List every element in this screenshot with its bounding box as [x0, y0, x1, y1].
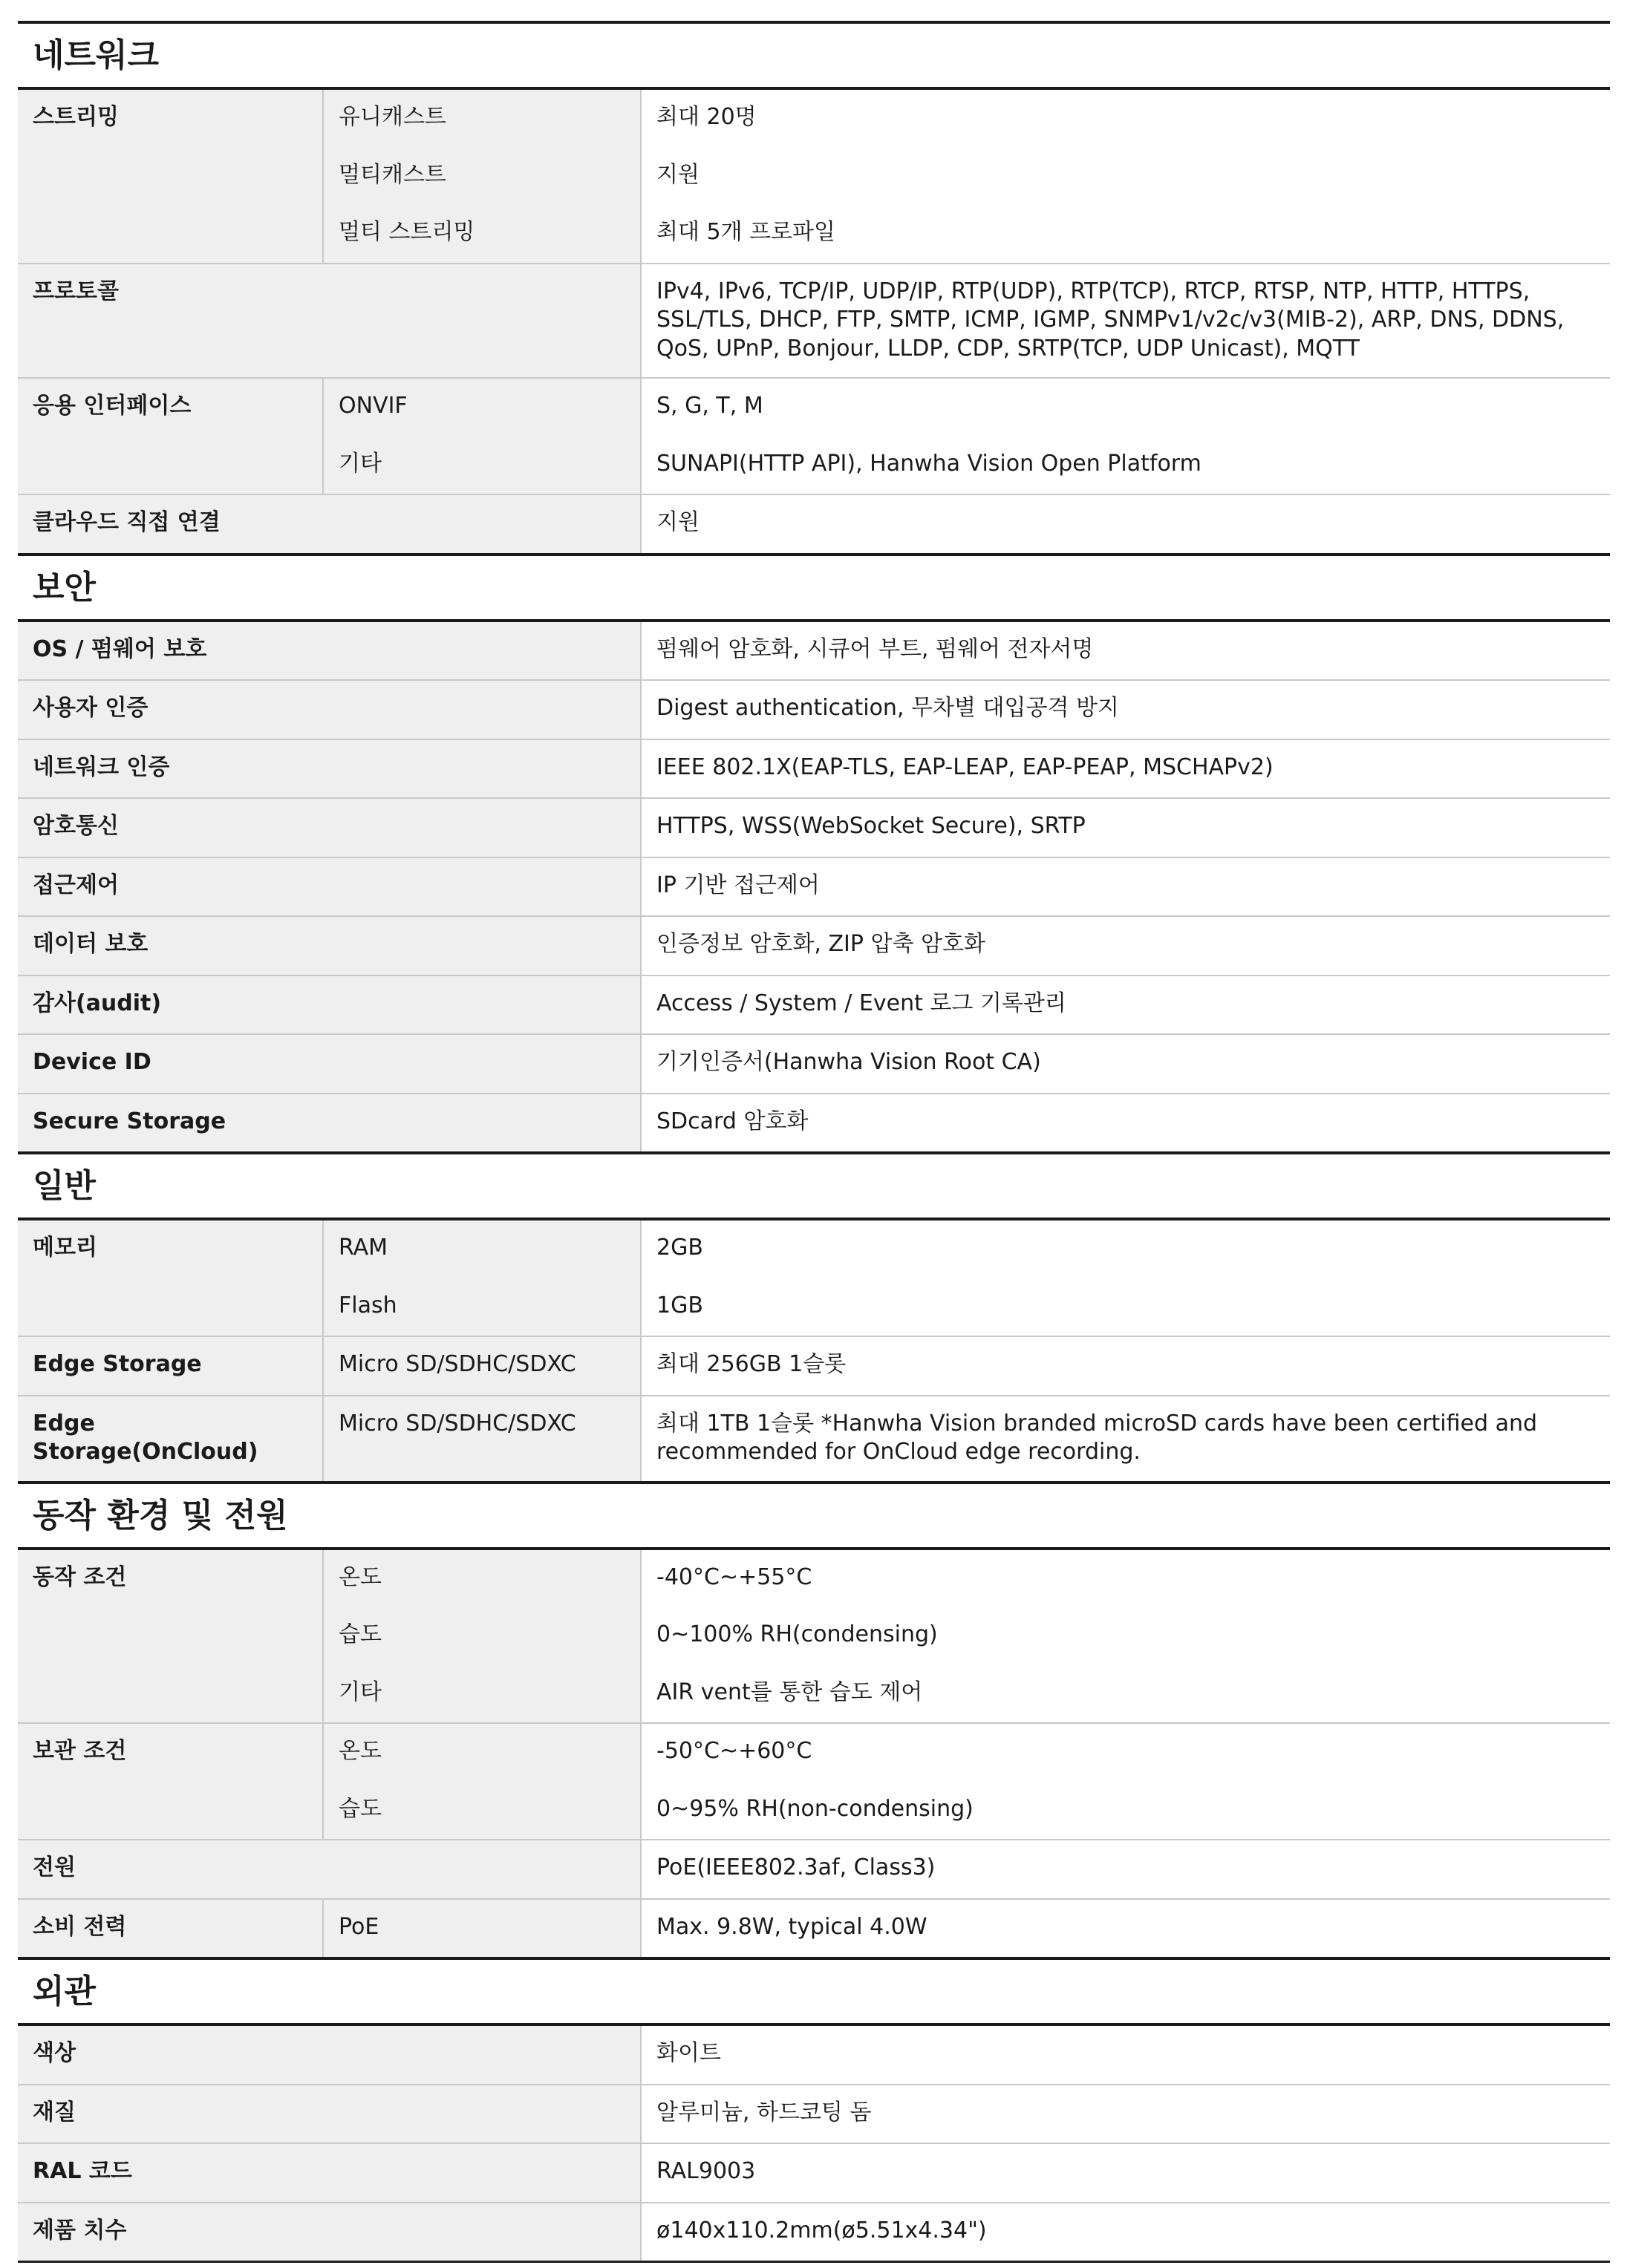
spec-row [18, 437, 1610, 496]
spec-value: 기기인증서(Hanwha Vision Root CA) [642, 1035, 1610, 1093]
spec-label: 감사(audit) [18, 976, 642, 1034]
spec-label [18, 1607, 324, 1665]
spec-label: Edge Storage(OnCloud) [18, 1396, 324, 1481]
spec-value: ø140x110.2mm(ø5.51x4.34") [642, 2203, 1610, 2261]
spec-label [18, 148, 324, 206]
spec-value: 알루미늄, 하드코팅 돔 [642, 2085, 1610, 2143]
spec-sublabel: 기타 [324, 1665, 642, 1723]
spec-value: 최대 5개 프로파일 [642, 205, 1610, 263]
spec-sublabel: Micro SD/SDHC/SDXC [324, 1396, 642, 1481]
spec-value: SDcard 암호화 [642, 1094, 1610, 1152]
spec-row [18, 205, 1610, 264]
spec-row [18, 2203, 1610, 2261]
spec-value: IEEE 802.1X(EAP-TLS, EAP-LEAP, EAP-PEAP, MSCHAPv2) [642, 740, 1610, 798]
spec-label [18, 1782, 324, 1840]
spec-section [18, 1957, 1610, 2261]
spec-label: 네트워크 인증 [18, 740, 642, 798]
spec-label: Device ID [18, 1035, 642, 1093]
spec-label: Secure Storage [18, 1094, 642, 1152]
spec-section [18, 1481, 1610, 1958]
spec-row [18, 1607, 1610, 1665]
spec-row [18, 1337, 1610, 1396]
spec-label: RAL 코드 [18, 2144, 642, 2202]
spec-row [18, 976, 1610, 1036]
spec-label: 재질 [18, 2085, 642, 2143]
spec-value: 0~95% RH(non-condensing) [642, 1782, 1610, 1840]
section-title: 일반 [18, 1154, 1610, 1220]
spec-label [18, 1278, 324, 1336]
spec-value: 지원 [642, 148, 1610, 206]
spec-row [18, 1665, 1610, 1725]
spec-row [18, 1724, 1610, 1782]
spec-value: 2GB [642, 1220, 1610, 1278]
spec-row [18, 1035, 1610, 1094]
spec-sublabel: 온도 [324, 1550, 642, 1608]
spec-value: Digest authentication, 무차별 대입공격 방지 [642, 681, 1610, 739]
spec-value: Max. 9.8W, typical 4.0W [642, 1900, 1610, 1958]
spec-value: -50°C~+60°C [642, 1724, 1610, 1782]
spec-value: 1GB [642, 1278, 1610, 1336]
spec-value: 지원 [642, 495, 1610, 553]
spec-value: PoE(IEEE802.3af, Class3) [642, 1840, 1610, 1898]
spec-row [18, 622, 1610, 682]
spec-value: SUNAPI(HTTP API), Hanwha Vision Open Platform [642, 437, 1610, 494]
spec-label: 데이터 보호 [18, 917, 642, 975]
spec-label: 스트리밍 [18, 90, 324, 148]
spec-row [18, 1840, 1610, 1900]
spec-row [18, 1396, 1610, 1481]
spec-label: 암호통신 [18, 799, 642, 857]
spec-sublabel: 멀티 스트리밍 [324, 205, 642, 263]
spec-row [18, 1278, 1610, 1338]
spec-row [18, 148, 1610, 206]
spec-label: 보관 조건 [18, 1724, 324, 1782]
spec-row [18, 90, 1610, 148]
spec-value: 0~100% RH(condensing) [642, 1607, 1610, 1665]
spec-value: Access / System / Event 로그 기록관리 [642, 976, 1610, 1034]
spec-value: 인증정보 암호화, ZIP 압축 암호화 [642, 917, 1610, 975]
spec-label: 색상 [18, 2026, 642, 2084]
spec-label [18, 205, 324, 263]
section-title: 네트워크 [18, 24, 1610, 90]
spec-value: 화이트 [642, 2026, 1610, 2084]
spec-value: 최대 1TB 1슬롯 *Hanwha Vision branded microSD cards have been certified and recommended for OnCloud edge recording. [642, 1396, 1610, 1481]
spec-row [18, 740, 1610, 800]
spec-value: 최대 256GB 1슬롯 [642, 1337, 1610, 1395]
spec-value: RAL9003 [642, 2144, 1610, 2202]
spec-label: 제품 치수 [18, 2203, 642, 2261]
section-title: 보안 [18, 556, 1610, 622]
spec-row [18, 1550, 1610, 1608]
spec-row [18, 264, 1610, 379]
spec-sublabel: 멀티캐스트 [324, 148, 642, 206]
spec-label: 프로토콜 [18, 264, 642, 378]
table-bottom-rule [18, 2261, 1610, 2263]
spec-sublabel: ONVIF [324, 379, 642, 437]
spec-row [18, 1782, 1610, 1841]
spec-row [18, 799, 1610, 858]
spec-sublabel: 온도 [324, 1724, 642, 1782]
section-title: 외관 [18, 1960, 1610, 2026]
spec-label: 소비 전력 [18, 1900, 324, 1958]
spec-label: 메모리 [18, 1220, 324, 1278]
spec-value: 최대 20명 [642, 90, 1610, 148]
spec-row [18, 379, 1610, 437]
spec-label: 동작 조건 [18, 1550, 324, 1608]
spec-sublabel: RAM [324, 1220, 642, 1278]
spec-label: OS / 펌웨어 보호 [18, 622, 642, 680]
spec-sublabel: 기타 [324, 437, 642, 494]
spec-value: IPv4, IPv6, TCP/IP, UDP/IP, RTP(UDP), RTP(TCP), RTCP, RTSP, NTP, HTTP, HTTPS, SSL/TLS, DHCP, FTP, SMTP, ICMP, IGMP, SNMPv1/v2c/v3(MIB-2), ARP, DNS, DDNS, QoS, UPnP, Bonjour, LLDP, CDP, SRTP(TCP, UDP Unicast), MQTT [642, 264, 1610, 378]
spec-label: 사용자 인증 [18, 681, 642, 739]
spec-row [18, 2144, 1610, 2203]
spec-sublabel: PoE [324, 1900, 642, 1958]
spec-sublabel: 유니캐스트 [324, 90, 642, 148]
spec-sublabel: 습도 [324, 1607, 642, 1665]
spec-row [18, 1900, 1610, 1958]
spec-value: AIR vent를 통한 습도 제어 [642, 1665, 1610, 1723]
spec-row [18, 917, 1610, 976]
spec-label: 응용 인터페이스 [18, 379, 324, 437]
spec-value: IP 기반 접근제어 [642, 858, 1610, 916]
spec-row [18, 2026, 1610, 2085]
spec-label [18, 437, 324, 494]
spec-section [18, 1151, 1610, 1481]
spec-row [18, 858, 1610, 918]
spec-value: S, G, T, M [642, 379, 1610, 437]
spec-label: Edge Storage [18, 1337, 324, 1395]
spec-row [18, 2085, 1610, 2145]
spec-row [18, 495, 1610, 553]
spec-sublabel: Micro SD/SDHC/SDXC [324, 1337, 642, 1395]
spec-sheet [18, 21, 1610, 2263]
spec-label: 전원 [18, 1840, 642, 1898]
spec-sublabel: 습도 [324, 1782, 642, 1840]
spec-value: 펌웨어 암호화, 시큐어 부트, 펌웨어 전자서명 [642, 622, 1610, 680]
spec-value: -40°C~+55°C [642, 1550, 1610, 1608]
spec-section [18, 553, 1610, 1152]
spec-label: 접근제어 [18, 858, 642, 916]
spec-row [18, 681, 1610, 740]
spec-sublabel: Flash [324, 1278, 642, 1336]
spec-label: 클라우드 직접 연결 [18, 495, 642, 553]
spec-label [18, 1665, 324, 1723]
spec-section [18, 21, 1610, 553]
spec-row [18, 1220, 1610, 1278]
spec-row [18, 1094, 1610, 1152]
spec-value: HTTPS, WSS(WebSocket Secure), SRTP [642, 799, 1610, 857]
section-title: 동작 환경 및 전원 [18, 1484, 1610, 1550]
